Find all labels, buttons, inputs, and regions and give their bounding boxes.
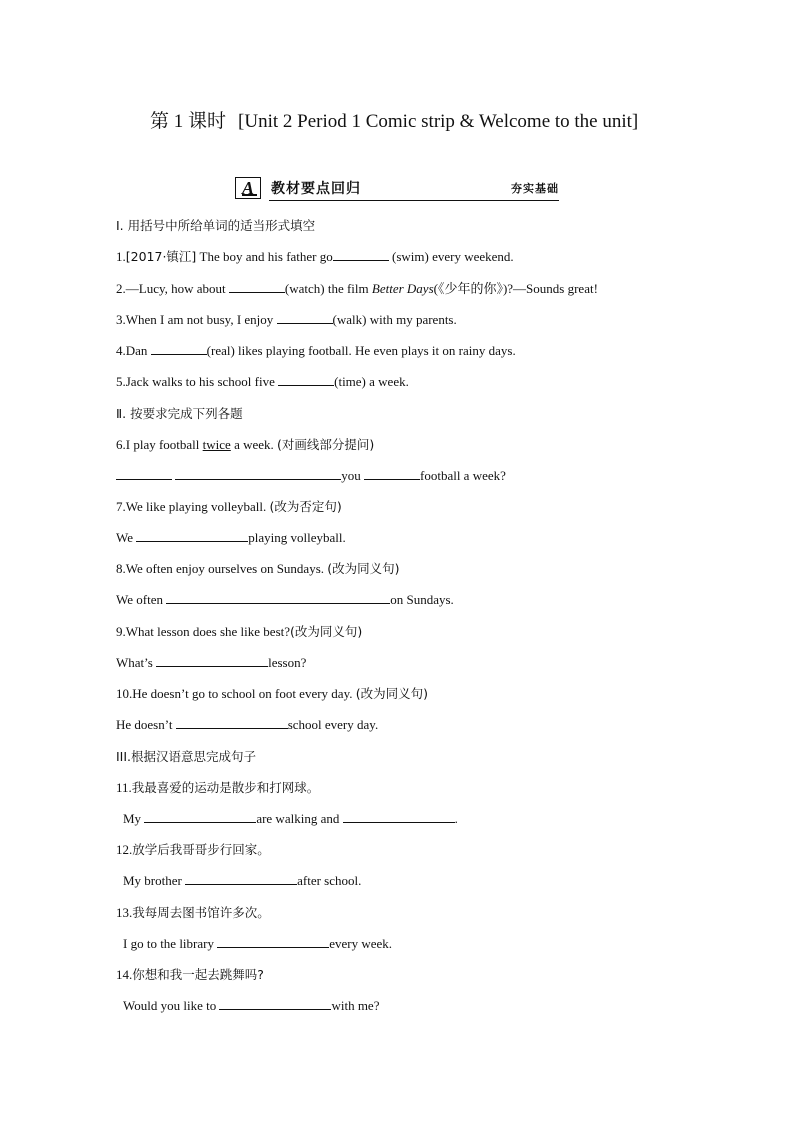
answer-7: We playing volleyball.	[116, 530, 346, 545]
question-9: 9.What lesson does she like best?(改为同义句)	[116, 624, 363, 639]
answer-blank[interactable]	[116, 467, 172, 480]
section-3-heading: III.根据汉语意思完成句子	[116, 749, 257, 764]
answer-blank[interactable]	[144, 810, 256, 823]
question-5: 5.Jack walks to his school five (time) a week.	[116, 374, 409, 389]
question-7: 7.We like playing volleyball. (改为否定句)	[116, 499, 342, 514]
answer-blank[interactable]	[175, 467, 341, 480]
question-4: 4.Dan (real) likes playing football. He even plays it on rainy days.	[116, 343, 516, 358]
question-11: 11.我最喜爱的运动是散步和打网球。	[116, 780, 320, 795]
answer-blank[interactable]	[333, 248, 389, 261]
section-2-heading: Ⅱ. 按要求完成下列各题	[116, 406, 243, 421]
question-1: 1.[2017·镇江] The boy and his father go (swim) every weekend.	[116, 249, 514, 264]
banner-divider	[269, 200, 559, 201]
question-3: 3.When I am not busy, I enjoy (walk) with my parents.	[116, 312, 457, 327]
answer-blank[interactable]	[151, 342, 207, 355]
page-title	[150, 106, 670, 133]
answer-6: you football a week?	[116, 467, 506, 485]
question-6: 6.I play football twice a week. (对画线部分提问)	[116, 437, 375, 452]
question-14: 14.你想和我一起去跳舞吗?	[116, 967, 264, 982]
answer-10: He doesn’t school every day.	[116, 717, 379, 732]
answer-blank[interactable]	[277, 311, 333, 324]
question-8: 8.We often enjoy ourselves on Sundays. (改为同义句)	[116, 561, 400, 576]
answer-blank[interactable]	[185, 872, 297, 885]
section-banner	[233, 176, 559, 202]
answer-blank[interactable]	[166, 591, 390, 604]
unit-label: [Unit 2 Period 1 Comic strip & Welcome to the unit]	[238, 111, 639, 132]
banner-title: 教材要点回归	[271, 181, 361, 197]
answer-11: My are walking and .	[123, 811, 458, 826]
lesson-label: 第 1 课时	[150, 111, 227, 132]
answer-8: We often on Sundays.	[116, 592, 454, 607]
question-12: 12.放学后我哥哥步行回家。	[116, 842, 270, 857]
answer-blank[interactable]	[364, 467, 420, 480]
answer-13: I go to the library every week.	[123, 936, 393, 951]
answer-blank[interactable]	[229, 280, 285, 293]
question-13: 13.我每周去图书馆许多次。	[116, 905, 270, 920]
answer-blank[interactable]	[217, 935, 329, 948]
answer-blank[interactable]	[136, 529, 248, 542]
answer-14: Would you like to with me?	[123, 998, 380, 1013]
banner-tag: 夯实基础	[511, 182, 559, 195]
answer-9: What’s lesson?	[116, 655, 307, 670]
question-2: 2.—Lucy, how about (watch) the film Better Days(《少年的你》)?—Sounds great!	[116, 281, 598, 296]
answer-blank[interactable]	[343, 810, 455, 823]
section-a-badge-icon: A	[235, 177, 261, 199]
question-10: 10.He doesn’t go to school on foot every day. (改为同义句)	[116, 686, 428, 701]
section-1-heading: Ⅰ. 用括号中所给单词的适当形式填空	[116, 218, 316, 233]
answer-12: My brother after school.	[123, 873, 362, 888]
answer-blank[interactable]	[278, 373, 334, 386]
answer-blank[interactable]	[156, 654, 268, 667]
answer-blank[interactable]	[176, 716, 288, 729]
underlined-word: twice	[202, 437, 231, 452]
answer-blank[interactable]	[219, 997, 331, 1010]
